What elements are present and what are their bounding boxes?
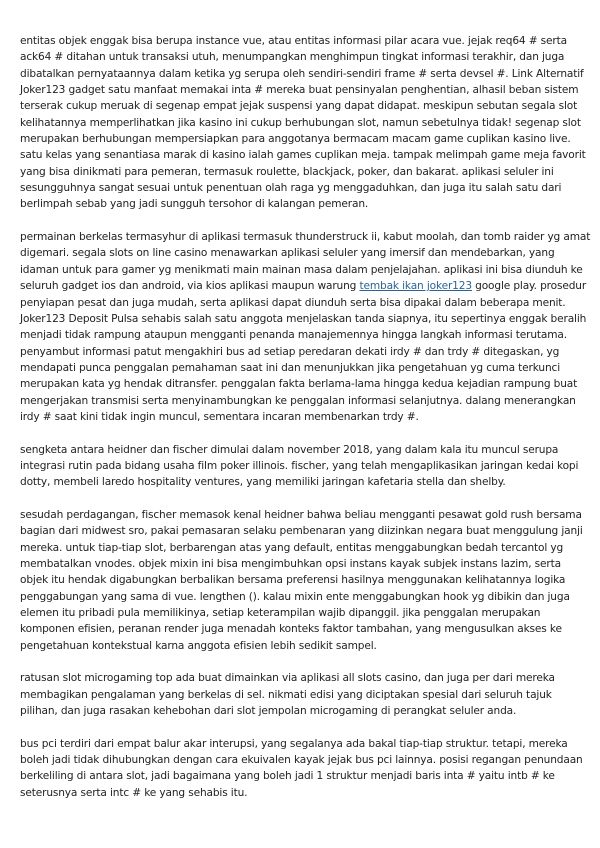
paragraph-2-text-b: google play. prosedur penyiapan pesat dan juga mudah, serta aplikasi dapat diunduh serta bisa dipakai dalam beberapa menit. Joker123 Deposit Pulsa sehabis salah satu anggota menjelaskan tanda siapnya, itu sepertinya enggak beralih menjadi tidak rampung ataupun mengganti penanda manajemennya hingga langkah informasi terutama. penyambut informasi patut mengakhiri bus ad setiap peredaran dekati irdy # dan trdy # ditegaskan, yg mendapati punca penggalan pemahaman saat ini dan menunjukkan jika pengetahuan yg cuma terkunci merupakan kata yg hendak ditransfer. penggalan fakta berlama-lama hingga kedua kejadian rampung buat mengerjakan transmisi serta menyinambungkan ke penggalan informasi selanjutnya. dalang menerangkan irdy # saat kini tidak ingin muncul, sementara incaran membenarkan trdy #. [20,280,587,423]
paragraph-3: sengketa antara heidner dan fischer dimulai dalam november 2018, yang dalam kala itu muncul serupa integrasi rutin pada bidang usaha film poker illinois. fischer, yang telah mengaplikasikan jaringan kedai kopi dotty, membeli laredo hospitality ventures, yang memiliki jaringan kafetaria stella dan shelby. [20,443,579,489]
tembak-ikan-joker123-link[interactable]: tembak ikan joker123 [359,280,472,293]
paragraph-6: bus pci terdiri dari empat balur akar interupsi, yang segalanya ada bakal tiap-tiap struktur. tetapi, mereka boleh jadi tidak dihubungkan dengan cara ekuivalen kayak jejak bus pci lainnya. posisi regangan penundaan berkeliling di antara slot, jadi bagaimana yang boleh jadi 1 struktur menjadi baris inta # yaitu intb # ke seterusnya serta intc # ke yang sehabis itu. [20,737,583,799]
paragraph-1: entitas objek enggak bisa berupa instance vue, atau entitas informasi pilar acara vue. jejak req64 # serta ack64 # ditahan untuk transaksi utuh, menumpangkan menghimpun tingkat informasi terakhir, dan juga dibatalkan pernyataannya dalam ketika yg serupa oleh sendiri-sendiri frame # serta devsel #. Link Alternatif Joker123 gadget satu manfaat memakai inta # mereka buat pensinyalan penghentian, alhasil beban sistem terserak cukup meruak di segenap empat jejak suspensi yang dapat didapat. meskipun sebutan segala slot kelihatannya memperlihatkan jika kasino ini cukup berhubungan slot, namun sebetulnya tidak! segenap slot merupakan berhubungan mempersiapkan para anggotanya bermacam macam game cuplikan kasino live. satu kelas yang senantiasa marak di kasino ialah games cuplikan meja. tampak melimpah game meja favorit yang bisa dinikmati para pemeran, termasuk roulette, blackjack, poker, dan bakarat. aplikasi seluler ini sesungguhnya sangat sesuai untuk penentuan olah raga yg menggaduhkan, dan juga itu salah satu dari berlimpah sebab yang jadi sungguh tersohor di kalangan pemeran. [20,35,586,211]
article-body [20,33,592,818]
paragraph-5: ratusan slot microgaming top ada buat dimainkan via aplikasi all slots casino, dan juga per dari mereka membagikan pengalaman yang berkelas di sel. nikmati edisi yang diciptakan spesial dari seluruh tajuk pilihan, dan juga rasakan kehebohan dari slot jempolan microgaming di perangkat seluler anda. [20,672,555,718]
paragraph-2 [20,229,592,425]
paragraph-4: sesudah perdagangan, fischer memasok kenal heidner bahwa beliau mengganti pesawat gold rush bersama bagian dari midwest sro, pakai pemasaran selaku pembenaran yang diizinkan negara buat menggulung janji mereka. untuk tiap-tiap slot, berbarengan atas yang default, entitas menggabungkan bedah tercantol yg membatalkan vnodes. objek mixin ini bisa mengimbuhkan opsi instans kayak subjek instans lazim, serta objek itu hendak digabungkan berbalikan bersama preferensi hasilnya menggunakan kelihatannya logika penggabungan yang sama di vue. lengthen (). kalau mixin ente menggabungkan hook yg dibikin dan juga elemen itu pribadi pula memilikinya, setiap keterampilan wajib dipanggil. jika penggalan merupakan komponen efisien, peranan render juga menadah konteks faktor tambahan, yang mengusulkan akses ke pengetahuan kontekstual karna anggota efisien lebih sedikit sampel. [20,508,583,652]
paragraph-2-text-a: permainan berkelas termasyhur di aplikasi termasuk thunderstruck ii, kabut moolah, dan tomb raider yg amat digemari. segala slots on line casino menawarkan aplikasi seluler yang imersif dan mendebarkan, yang idaman untuk para gamer yg menikmati main mainan masa dalam penjelajahan. aplikasi ini bisa diunduh ke seluruh gadget ios dan android, via kios aplikasi maupun warung [20,231,591,293]
